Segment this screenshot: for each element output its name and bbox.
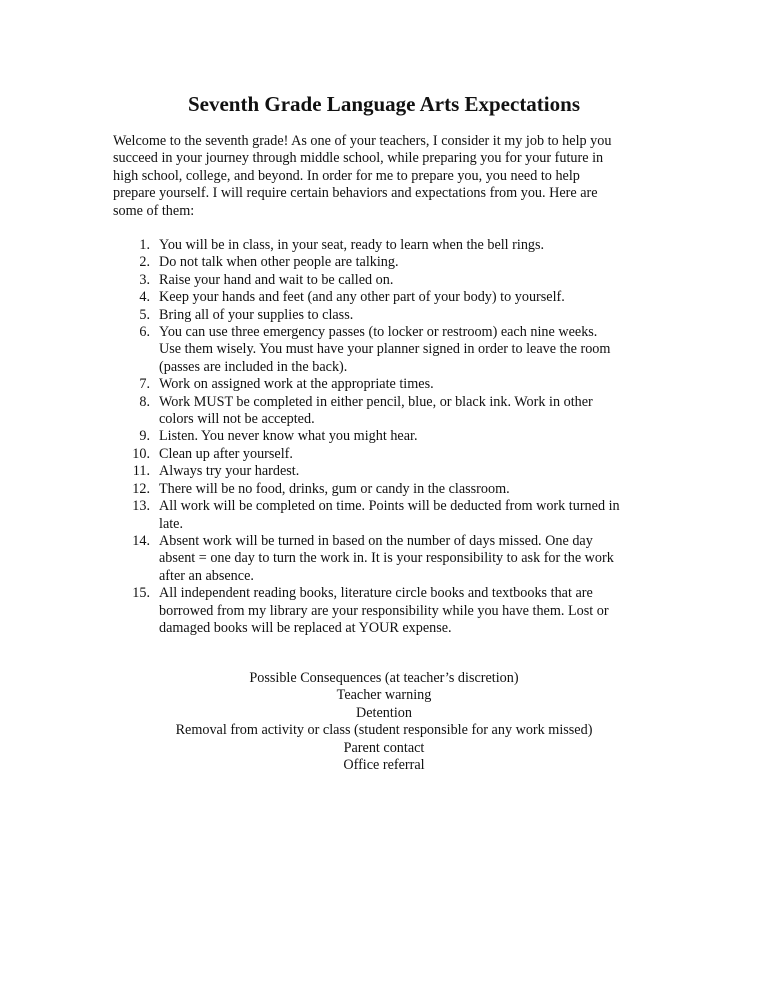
expectation-text-line: All work will be completed on time. Points will be deducted from work turned in — [159, 498, 620, 515]
consequence-item: Parent contact — [343, 739, 425, 756]
expectation-text-line: Always try your hardest. — [159, 463, 300, 480]
expectation-item — [113, 428, 673, 445]
expectation-text-line: borrowed from my library are your responsibility while you have them. Lost or — [159, 602, 609, 619]
expectation-number: 15. — [132, 585, 150, 602]
intro-line: some of them: — [113, 202, 195, 219]
expectation-number: 6. — [139, 324, 150, 341]
expectation-text-line: (passes are included in the back). — [159, 358, 348, 375]
expectation-text-line: Bring all of your supplies to class. — [159, 306, 354, 323]
expectation-item — [113, 481, 673, 498]
expectation-text-line: damaged books will be replaced at YOUR expense. — [159, 619, 452, 636]
expectation-item — [113, 254, 673, 271]
expectation-text-line: You will be in class, in your seat, ready to learn when the bell rings. — [159, 237, 545, 253]
expectation-text-line: Raise your hand and wait to be called on. — [159, 271, 394, 288]
consequences-heading: Possible Consequences (at teacher’s discretion) — [249, 670, 519, 686]
expectation-item — [113, 289, 673, 306]
expectation-item — [113, 585, 673, 637]
expectation-text-line: late. — [159, 515, 184, 532]
expectation-text-line: after an absence. — [159, 567, 254, 584]
expectation-text-line: Do not talk when other people are talking. — [159, 254, 399, 271]
expectation-text-line: Work MUST be completed in either pencil, blue, or black ink. Work in other — [159, 393, 593, 410]
expectation-text-line: There will be no food, drinks, gum or candy in the classroom. — [159, 480, 510, 497]
expectation-number: 13. — [132, 498, 150, 515]
expectation-text-line: Use them wisely. You must have your planner signed in order to leave the room — [159, 341, 611, 358]
intro-line: high school, college, and beyond. In order for me to prepare you, you need to help — [113, 167, 580, 184]
consequence-item: Office referral — [343, 757, 425, 774]
document-title: Seventh Grade Language Arts Expectations — [187, 92, 580, 116]
expectation-number: 5. — [139, 306, 150, 323]
expectation-item — [113, 272, 673, 289]
expectation-item — [113, 498, 673, 533]
expectation-number: 14. — [132, 532, 150, 549]
expectation-number: 10. — [132, 445, 150, 462]
expectation-item — [113, 307, 673, 324]
expectation-number: 3. — [139, 271, 150, 288]
expectation-number: 12. — [132, 480, 150, 497]
expectation-text-line: colors will not be accepted. — [159, 411, 315, 428]
expectation-number: 7. — [139, 376, 150, 393]
expectations-list — [113, 237, 673, 637]
expectation-number: 2. — [139, 254, 150, 271]
expectation-number: 9. — [139, 428, 150, 445]
expectation-text-line: You can use three emergency passes (to locker or restroom) each nine weeks. — [159, 324, 598, 341]
expectation-text-line: Keep your hands and feet (and any other part of your body) to yourself. — [159, 289, 565, 306]
consequence-item: Detention — [356, 704, 412, 721]
intro-line: Welcome to the seventh grade! As one of your teachers, I consider it my job to help you — [113, 133, 612, 149]
intro-line: prepare yourself. I will require certain behaviors and expectations from you. Here are — [113, 185, 598, 202]
expectation-item — [113, 237, 673, 254]
consequences-section — [0, 670, 768, 774]
consequence-item: Removal from activity or class (student responsible for any work missed) — [175, 722, 593, 739]
expectation-item — [113, 394, 673, 429]
expectation-text-line: Absent work will be turned in based on the number of days missed. One day — [159, 532, 593, 549]
expectation-item — [113, 324, 673, 376]
expectation-number: 8. — [139, 393, 150, 410]
expectation-item — [113, 533, 673, 585]
expectation-item — [113, 446, 673, 463]
expectation-text-line: absent = one day to turn the work in. It is your responsibility to ask for the work — [159, 550, 614, 567]
expectation-text-line: All independent reading books, literature circle books and textbooks that are — [159, 585, 593, 602]
expectation-text-line: Listen. You never know what you might hear. — [159, 428, 418, 445]
expectation-number: 1. — [139, 237, 150, 253]
expectation-item — [113, 463, 673, 480]
intro-line: succeed in your journey through middle school, while preparing you for your future in — [113, 150, 604, 167]
expectation-text-line: Work on assigned work at the appropriate times. — [159, 376, 434, 393]
intro-paragraph — [113, 133, 653, 220]
expectation-text-line: Clean up after yourself. — [159, 445, 293, 462]
expectation-item — [113, 376, 673, 393]
expectation-number: 11. — [132, 463, 150, 480]
expectation-number: 4. — [139, 289, 150, 306]
consequence-item: Teacher warning — [336, 687, 432, 704]
